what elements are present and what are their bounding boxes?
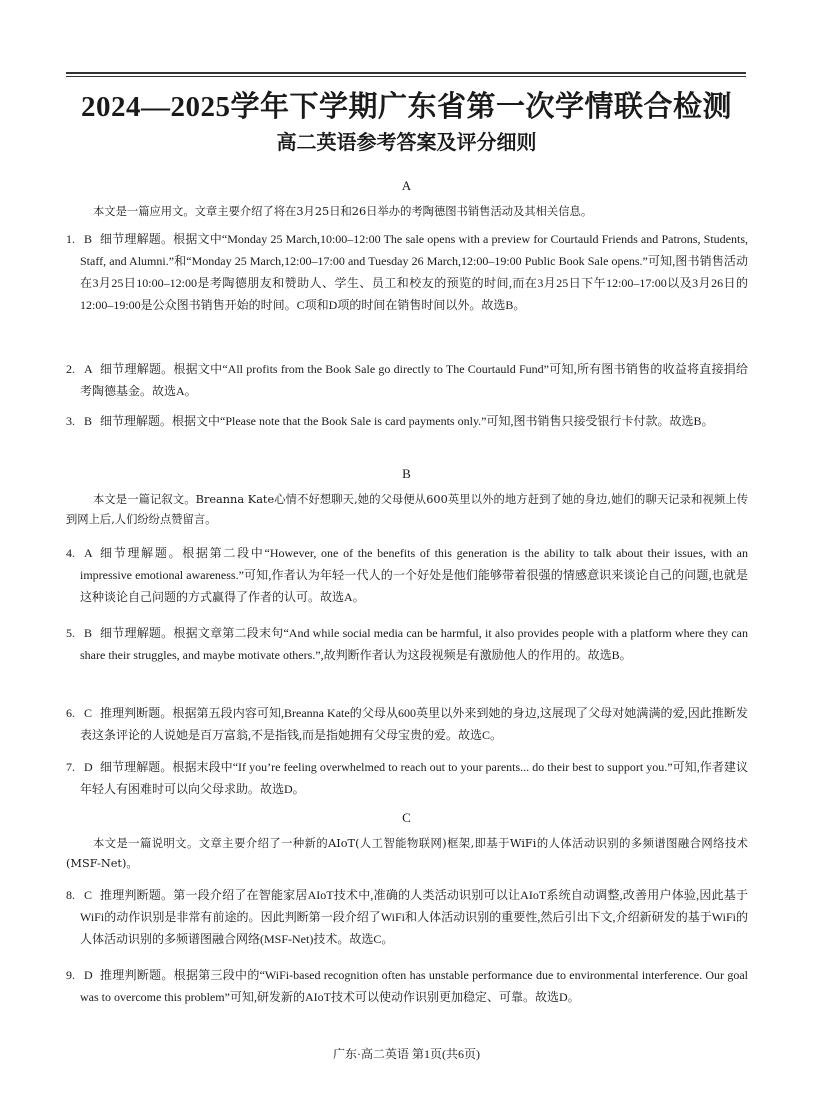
item-number: 5. [66,626,75,640]
item-explanation: 细节理解题。根据文中“Please note that the Book Sale is card payments only.”可知,图书销售只接受银行卡付款。故选B。 [100,414,714,428]
item-answer: C [84,706,93,720]
answer-item [66,756,748,800]
item-number: 7. [66,760,75,774]
section-intro-c: 本文是一篇说明文。文章主要介绍了一种新的AIoT(人工智能物联网)框架,即基于WiFi的人体活动识别的多频谱图融合网络技术(MSF-Net)。 [66,837,748,870]
page-title: 2024—2025学年下学期广东省第一次学情联合检测 [80,91,732,123]
item-explanation: 细节理解题。根据文章第二段末句“And while social media can be harmful, it also provides people with a platform where they can share their struggles, and maybe motivate others.”,故判断作者认为这段视频是有激励他人的作用的。故选B。 [80,626,748,662]
answer-item [66,542,748,608]
page-footer: 广东·高二英语 第1页(共6页) [333,1047,480,1061]
item-answer: D [84,968,93,982]
item-answer: B [84,232,93,246]
answer-item [66,410,748,432]
answer-item [66,702,748,746]
item-number: 2. [66,362,75,376]
item-answer: B [84,414,93,428]
item-answer: B [84,626,93,640]
answer-item [66,622,748,666]
item-explanation: 推理判断题。第一段介绍了在智能家居AIoT技术中,准确的人类活动识别可以让AIoT系统自动调整,改善用户体验,因此基于WiFi的动作识别是非常有前途的。因此判断第一段介绍了WiFi和人体活动识别的重要性,然后引出下文,介绍新研发的基于WiFi的人体活动识别的多频谱图融合网络(MSF-Net)技术。故选C。 [80,888,748,946]
item-answer: A [84,546,93,560]
answer-item [66,228,748,316]
item-explanation: 推理判断题。根据第三段中的“WiFi-based recognition often has unstable performance due to environmental interference. Our goal was to overcome this problem”可知,研发新的AIoT技术可以使动作识别更加稳定、可靠。故选D。 [80,968,748,1004]
top-rule [66,72,746,74]
answer-item [66,964,748,1008]
top-rule-thin [66,76,746,77]
answer-item [66,884,748,950]
item-explanation: 细节理解题。根据文中“All profits from the Book Sale go directly to The Courtauld Fund”可知,所有图书销售的收益将直接捐给考陶德基金。故选A。 [80,362,748,398]
item-number: 6. [66,706,75,720]
item-answer: A [84,362,93,376]
item-explanation: 细节理解题。根据末段中“If you’re feeling overwhelmed to reach out to your parents... do their best to support you.”可知,作者建议年轻人有困难时可以向父母求助。故选D。 [80,760,748,796]
section-label-b: B [402,466,411,481]
item-answer: C [84,888,93,902]
item-answer: D [84,760,93,774]
item-explanation: 推理判断题。根据第五段内容可知,Breanna Kate的父母从600英里以外来到她的身边,这展现了父母对她满满的爱,因此推断发表这条评论的人说她是百万富翁,不是指钱,而是指她拥有父母宝贵的爱。故选C。 [80,706,748,742]
item-explanation: 细节理解题。根据文中“Monday 25 March,10:00–12:00 The sale opens with a preview for Courtauld Friends and Patrons, Students, Staff, and Alumni.”和“Monday 25 March,12:00–17:00 and Tuesday 26 March,12:00–19:00 Public Book Sale opens.”可知,图书销售活动在3月25日10:00–12:00是考陶德朋友和赞助人、学生、员工和校友的预览的时间,而在3月25日下午12:00–17:00以及3月26日的12:00–19:00是公众图书销售开始的时间。C项和D项的时间在销售时间以外。故选B。 [80,232,748,312]
section-label-a: A [401,178,412,193]
item-number: 8. [66,888,75,902]
item-number: 9. [66,968,75,982]
answer-item [66,358,748,402]
item-number: 1. [66,232,75,246]
section-intro-a: 本文是一篇应用文。文章主要介绍了将在3月25日和26日举办的考陶德图书销售活动及其相关信息。 [93,205,593,218]
section-label-c: C [402,810,411,825]
item-explanation: 细节理解题。根据第二段中“However, one of the benefits of this generation is the ability to talk about their issues, with an impressive emotional awareness.”可知,作者认为年轻一代人的一个好处是他们能够带着很强的情感意识来谈论自己的问题,也就是这种谈论自己问题的方式赢得了作者的认可。故选A。 [80,546,748,604]
section-intro-b: 本文是一篇记叙文。Breanna Kate心情不好想聊天,她的父母便从600英里以外的地方赶到了她的身边,她们的聊天记录和视频上传到网上后,人们纷纷点赞留言。 [66,493,748,526]
page-subtitle: 高二英语参考答案及评分细则 [276,130,537,154]
item-number: 4. [66,546,75,560]
item-number: 3. [66,414,75,428]
